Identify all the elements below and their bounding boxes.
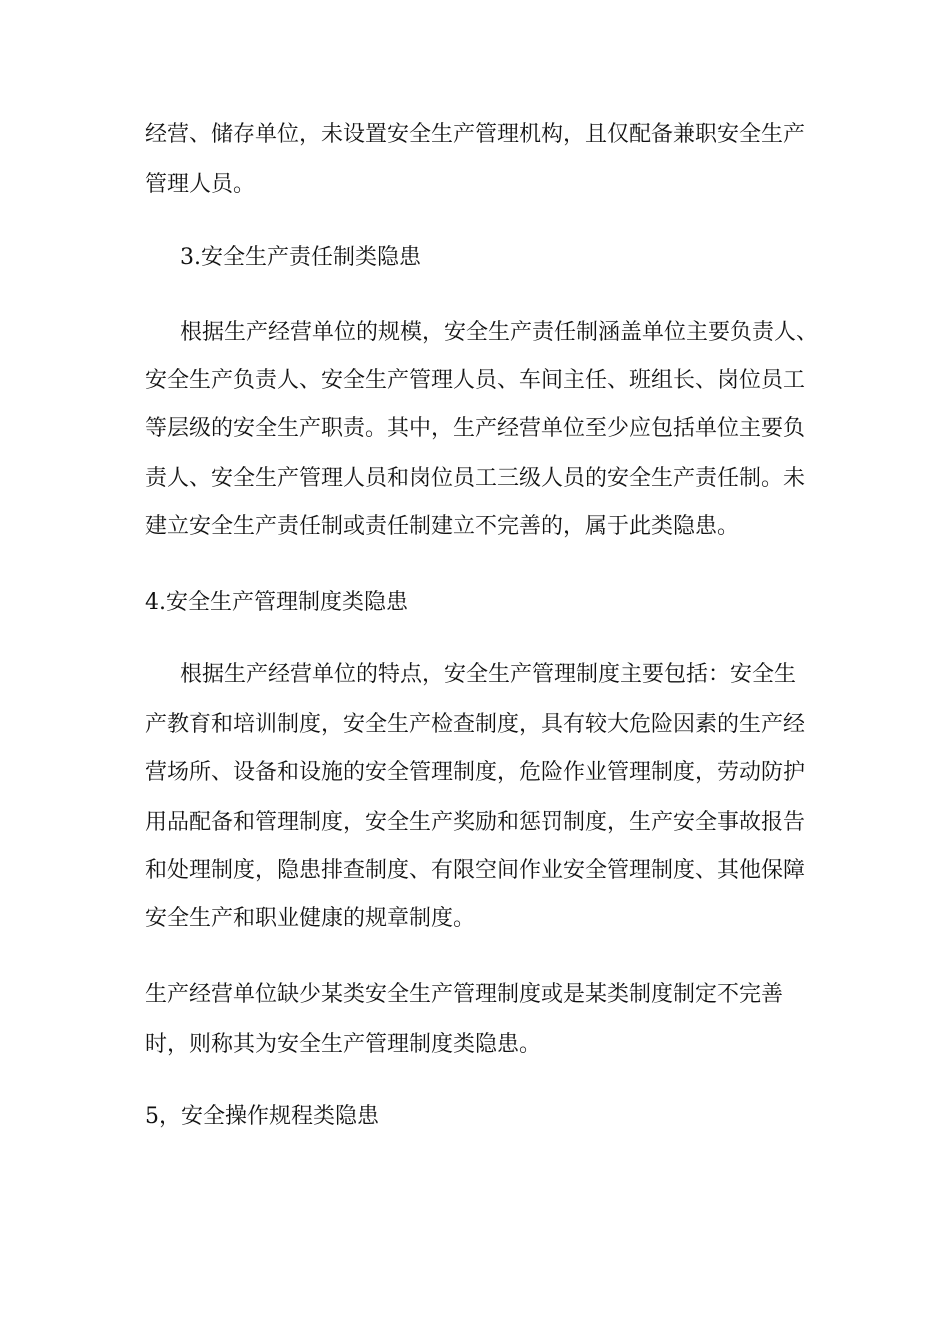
section-heading-5: 5，安全操作规程类隐患 (145, 1104, 379, 1129)
paragraph-line: 产教育和培训制度，安全生产检查制度，具有较大危险因素的生产经 (145, 712, 806, 737)
paragraph-line: 营场所、设备和设施的安全管理制度，危险作业管理制度，劳动防护 (145, 760, 806, 785)
paragraph-line: 等层级的安全生产职责。其中，生产经营单位至少应包括单位主要负 (145, 416, 806, 441)
paragraph-line: 建立安全生产责任制或责任制建立不完善的，属于此类隐患。 (145, 514, 740, 539)
paragraph-line: 责人、安全生产管理人员和岗位员工三级人员的安全生产责任制。未 (145, 466, 806, 491)
paragraph-line: 经营、储存单位，未设置安全生产管理机构，且仅配备兼职安全生产 (145, 122, 806, 147)
paragraph-line: 根据生产经营单位的特点，安全生产管理制度主要包括：安全生 (180, 662, 797, 687)
paragraph-line: 和处理制度，隐患排查制度、有限空间作业安全管理制度、其他保障 (145, 858, 806, 883)
paragraph-line: 用品配备和管理制度，安全生产奖励和惩罚制度，生产安全事故报告 (145, 810, 806, 835)
paragraph-line: 安全生产和职业健康的规章制度。 (145, 906, 476, 931)
section-heading-4: 4.安全生产管理制度类隐患 (145, 590, 408, 615)
section-heading-3: 3.安全生产责任制类隐患 (180, 245, 421, 270)
paragraph-line: 生产经营单位缺少某类安全生产管理制度或是某类制度制定不完善 (145, 982, 784, 1007)
paragraph-line: 管理人员。 (145, 172, 256, 197)
paragraph-line: 安全生产负责人、安全生产管理人员、车间主任、班组长、岗位员工 (145, 368, 806, 393)
paragraph-line: 时，则称其为安全生产管理制度类隐患。 (145, 1032, 542, 1057)
paragraph-line: 根据生产经营单位的规模，安全生产责任制涵盖单位主要负责人、 (180, 320, 819, 345)
